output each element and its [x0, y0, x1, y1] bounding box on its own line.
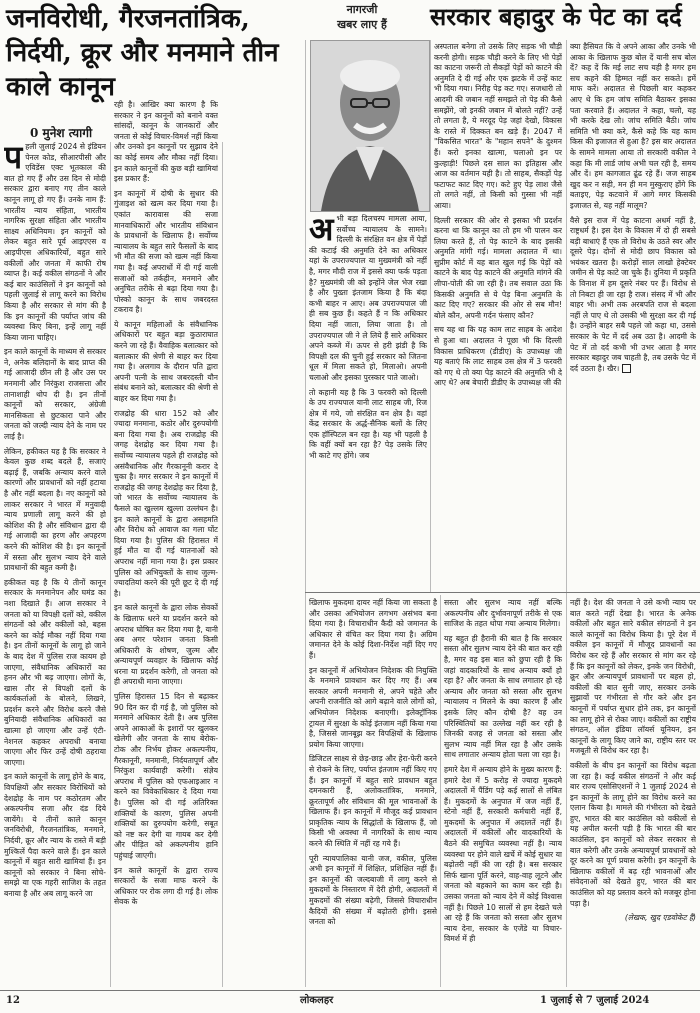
paragraph: इन कानूनों में अभियोजन निदेशक की नियुक्ति के मनमाने प्रावधान कर दिए गए हैं। अब सरकार अपनी मनमानी से, अपने चहेते और अपनी राजनीति को आगे बढ़ाने वाले लोगों को, अभियोजन निदेशक बनाएगी। इलेक्ट्रॉनिक ट्रायल में सुरक्षा के कोई इंतजाम नहीं किया गया है, जिससे जानबूझ कर विपक्षियों के खिलाफ प्रयोग किया जाएगा। [309, 665, 437, 749]
column-divider [430, 40, 431, 592]
column-kicker-sub: खबर लाए हैं [337, 18, 387, 31]
right-article-column-1 [309, 214, 427, 588]
paragraph: हली जुलाई 2024 से इंडियन पेनल कोड, सीआरपीसी और एविडेंस एक्ट भूतकाल की बात हो गए हैं और उस दिन से मोदी सरकार द्वारा बनाए गए तीन काले कानून लागू हो गए हैं। उनके नाम हैं: भारतीय न्याय संहिता, भारतीय नागरिक सुरक्षा संहिता और भारतीय साक्ष्य अधिनियम। इन कानूनों को लेकर बहुत सारे पूर्व आइएएस व आइपीएस अधिकारियों, बहुत सारे वकीलों और जनता में काफी रोष व्याप्त है। कई वकील संगठनों ने और कई बार काउंसिलों ने इन कानूनों को पहली जुलाई से लागू करने का विरोध किया है और सरकार से मांग की है कि इन कानूनों की पर्याप्त जांच की व्यवस्था किए बिना, इन्हें लागू नहीं किया जाना चाहिए। [4, 142, 106, 342]
right-article-headline: सरकार बहादुर के पेट का दर्द [430, 2, 682, 31]
credit-text: (लेखक, खुद एडवोकेट हैं) [624, 913, 696, 923]
paragraph-text: वैसे इस राज में पेड़ काटना अधर्म नहीं है, राष्ट्रधर्म है। इस देश के विकास में दो ही सबसे बड़ी बाधाएं हैं एक तो विरोध के उठते स्वर और दूसरे पेड़। दोनों से मोदी छाप विकास को भयंकर खतरा है। करोड़ों साल लाखो हेक्टेयर जमीन से पेड़ काटे जा चुके हैं। दुनिया में प्रकृति के विनाश में हम दूसरे नंबर पर हैं। विरोध से तो निबटा ही जा रहा है राज। संसद में भी और बाहर भी। अभी तक अरबपति राज से बदला नहीं ले पाए थे तो उसकी भी सुरक्षा कर दी गई है। उन्होंने बाहर सबै पहले जो कहा था, उससे सरकार के पेट में दर्द अब उठा है। आदमी के पेट में तो दर्द कभी भी उभर आता है मगर सरकार बहादुर जब चाहती है, तब उसके पेट में दर्द उठता है। खैर। [570, 215, 696, 373]
paragraph: नहीं है। देश की जनता ने उसे कभी न्याय पर बात करते नहीं देखा है। भारत के अनेक वकीलों और बहुत सारे वकील संगठनों ने इन काले कानूनों का विरोध किया है। पूरे देश में वकील इन कानूनों में मौजूद प्रावधानों का विरोध कर रहे हैं और सरकार से मांग कर रहे हैं कि इन कानूनों को लेकर, इनके जन विरोधी, क्रूर और अन्यायपूर्ण प्रावधानों पर बहस हो, वकीलों की बात सुनी जाए, सरकार उनके सुझावों पर गंभीरता से गौर करे और इन कानूनों में पर्याप्त सुधार होने तक, इन कानूनों का लागू होने से रोका जाए। वकीलों का राष्ट्रीय संगठन, ऑल इंडिया लॉयर्स यूनियन, इन कानूनों के लागू किए जाने का, राष्ट्रीय स्तर पर मजबूती से विरोध कर रहा है। [570, 598, 696, 756]
issue-date: 1 जुलाई से 7 जुलाई 2024 [540, 995, 650, 1006]
right-article-column-2 [434, 42, 562, 588]
paragraph: क्या हैसियत कि वे अपने आका और उनके भी आका के खिलाफ कुछ बोल दें यानी सच बोल दें? कह दें कि मई लाट सच यही है मगर हम सच कहने की हिम्मत नहीं कर सकते। हमें माफ करें। अदालत से पिछली बार कहकर आए थे कि हम जांच समिति बैठाकर इसका पता करवाते हैं। अदालत ने कहा, चलो, यह भी करके देख लो। जांच समिति बैठी। जांच समिति भी क्या करे, कैसे कहे कि यह काम किस की इजाजत से हुआ है? इस बार अदालत के सामने मामला आया तो सरकारी वकील ने कहा कि मी लार्ड जांच अभी चल रही है, समय और दें। हम कागजात ढूंढ रहे हैं। जज साहब खुद कर न सही, मन ही मन मुस्कुराए होंगे कि बताइए, पेड़ कटवाने में आगे मगर किसकी इजाजत से, यह नहीं मालूम? [570, 42, 696, 210]
right-article-column-3 [570, 42, 696, 588]
left-article-headline: जनविरोधी, गैरजनतांत्रिक, निर्दयी, क्रूर और मनमाने तीन काले कानून [6, 4, 279, 102]
column-divider [566, 40, 567, 987]
column-kicker-name: नागरजी [346, 3, 378, 16]
footer-rule [0, 990, 700, 991]
paragraph: सच यह था कि यह काम लाट साहब के आदेश से हुआ था। अदालत ने पूछा भी कि दिल्ली विकास प्राधिकरण (डीडीए) के उपाध्यक्ष जी यह बताएं कि लाट साहब उस क्षेत्र में 3 फरवरी को गए थे तो क्या पेड़ काटने की अनुमति भी दे आए थे? अब बेचारी डीडीए के उपाध्यक्ष जी की [434, 325, 562, 388]
column-divider [305, 40, 306, 987]
paragraph: पूरी न्यायपालिका यानी जज, वकील, पुलिस अभी इन कानूनों में शिक्षित, प्रशिक्षित नहीं हैं। इन कानूनों की जल्दबाजी में लागू करने से मुकदमों के निस्तारण में देरी होगी, अदालतों में मुकदमों की संख्या बढ़ेगी, जिससे विचाराधीन कैदियों की संख्या में बढ़ोतरी होगी। इससे जनता को [309, 853, 437, 927]
paragraph: हमारे देश में अन्याय होने के मुख्य कारण हैं: हमारे देश में 5 करोड़ से ज्यादा मुकदमे अदालतों में पैंडिंग पड़े कई सालों से लंबित हैं। मुकदमों के अनुपात में जज नहीं हैं, स्टेनो नहीं हैं, सरकारी कर्मचारी नहीं हैं, मुकदमों के अनुपात में अदालतें नहीं हैं। अदालतों में वकीलों और वादकारियों के बैठने की समुचित व्यवस्था नहीं है। न्याय व्यवस्था पर होने वाले खर्चे में कोई सुधार या बढ़ोतरी नहीं की जा रही है। बस सरकार सिर्फ खाना पूर्ति करने, वाह-वाह लूटने और जनता को बहकाने का काम कर रही है। उसका जनता को न्याय देने में कोई विश्वास नहीं है। पिछले 10 सालों से हम देखते चले आ रहे हैं कि जनता को सस्ता और सुलभ न्याय देना, सरकार के एजेंडे या विचार-विमर्श में ही [444, 764, 562, 944]
paragraph: खिलाफ मुकदमा दायर नहीं किया जा सकता है और उसका अभियोजन लगभग असंभव बना दिया गया है। विचाराधीन कैदी को जमानत के अधिकार से वंचित कर दिया गया है। अग्रिम जमानत देने के कोई दिशा-निर्देश नहीं दिए गए हैं। [309, 598, 437, 660]
left-article-column-5 [570, 598, 696, 990]
left-article-column-4 [444, 598, 562, 990]
page-number: 12 [6, 995, 20, 1006]
paragraph: हकीकत यह है कि ये तीनों कानून सरकार के मनमानेपन और घमंड का नशा दिखाते हैं। आज सरकार ने जनता को या विपक्षी दलों को, वकील संगठनों को और वकीलों को, बहस करने का कोई मौका नहीं दिया गया है। इन तीनों कानूनों के लागू हो जाने के बाद देश में पुलिस राज कायम हो जाएगा, संवैधानिक अधिकारों का हनन और भी बढ़ जाएगा। लोगों के, खास तौर से विपक्षी दलों के कार्यकर्ताओं के बोलने, लिखने, प्रदर्शन करने और विरोध करने जैसे बुनियादी संवैधानिक अधिकारों का खात्मा हो जाएगा और उन्हें एंटी-नेशनल कहकर अपराधी बनाया जाएगा और फिर उन्हें दोषी ठहराया जाएगा। [4, 577, 106, 767]
paragraph: राजद्रोह की धारा 152 को और ज्यादा मनमाना, कठोर और दुरुपयोगी बना दिया गया है। अब राजद्रोह की जगह देशद्रोह कर दिया गया है। सर्वोच्च न्यायालय पहले ही राजद्रोह को असंवैधानिक और गैरकानूनी करार दे चुका है। मगर सरकार ने इन कानूनों में राजद्रोह की जगह देशद्रोह कर दिया है, जो भारत के सर्वोच्च न्यायालय के फैसले का खुल्लम खुल्ला उल्लंघन है। इन काले कानूनों के द्वारा असहमति और विरोध को आवाज का गला घोंट दिया गया है। पुलिस की हिरासत में हुई मौत या दी गई यातनाओं को अपराध नहीं माना गया है। इस प्रकार पुलिस को अभियुक्तों के साथ जुल्म-ज्यादतियां करने की पूरी छूट दे दी गई है। [114, 408, 218, 598]
author-credit [570, 913, 696, 924]
column-divider [440, 595, 441, 987]
paragraph: लेकिन, हकीकत यह है कि सरकार ने केवल कुछ शब्द बदले हैं, सजाएं बढ़ाई हैं, जबकि अन्याय करने वाले कारणों और प्रावधानों को नहीं हटाया है और नहीं बदला है। नए कानूनों को लाकर सरकार ने भारत में मनुवादी न्याय प्रणाली लागू करने की हो कोशिश की है और संविधान द्वारा दी गई आजादी का हरण और अपहरण करने की कोशिश की है। इन कानूनों में सस्ता और सुलभ न्याय देने वाले प्रावधानों की बहुत कमी है। [4, 446, 106, 573]
left-article-column-1 [4, 142, 106, 990]
paragraph: ये कानून महिलाओं के संवैधानिक अधिकारों पर बहुत बड़ा कुठाराघात करने जा रहे हैं। वैवाहिक बलात्कार को बलात्कार की श्रेणी से बाहर कर दिया गया है। अलगाव के दौरान पति द्वारा अपनी पत्नी के साथ जबरदस्ती यौन संबंध बनाने को, बलात्कार की श्रेणी से बाहर कर दिया गया है। [114, 319, 218, 404]
dropcap: प [4, 142, 23, 176]
paragraph: इन काले कानूनों के लागू होने के बाद, विपक्षियों और सरकार विरोधियों को देशद्रोह के नाम पर कठोरतम और अकल्पनीय सजा और दंड दिये जायेंगे। ये तीनों काले कानून जनविरोधी, गैरजनतांत्रिक, मनमाने, निर्दयी, क्रूर और न्याय के रास्ते में बड़ी मुश्किलें पैदा करने वाले हैं। इन काले कानूनों में बहुत सारी खामियां हैं। इन कानूनों को सरकार ने बिना सोचे-समझे या एक गहरी साजिश के तहत बनाया है और अब लागू करने जा [4, 772, 106, 898]
author-photo [310, 40, 430, 212]
paragraph: तो कहानी यह है कि 3 फरवरी को दिल्ली के उप राज्यपाल यानी लाट साहब जी, रिज क्षेत्र में गये, जो संरक्षित वन क्षेत्र है। वहां केंद्र सरकार के अर्द्ध-सैनिक बलों के लिए एक हॉस्पिटल बन रहा है। यह भी पहली है कि वहीं क्यों बन रहा है? पेड़ उसके लिए भी काटे गए होंगे। जब [309, 387, 427, 461]
dropcap: अ [309, 214, 334, 248]
publication-name: लोकलहर [300, 995, 334, 1006]
column-kicker [298, 2, 426, 32]
author-portrait-icon [311, 41, 429, 211]
paragraph: इन काले कानूनों के द्वारा लोक सेवकों के खिलाफ धरने या प्रदर्शन करने को अपराध घोषित कर दिया गया है, यानी अब अगर परेशान जनता किसी अधिकारी के शोषण, जुल्म और अन्यायपूर्ण व्यवहार के खिलाफ कोई धरना या प्रदर्शन करेगी, तो जनता को ही अपराधी माना जाएगा। [114, 603, 218, 687]
column-divider [110, 142, 111, 987]
left-article-column-2 [114, 100, 218, 990]
paragraph: अस्पताल बनेगा तो उसके लिए सड़क भी चौड़ी करनी होगी। सड़क चौड़ी करने के लिए भी पेड़ों का काटना जरूरी तो सैकड़ों पेड़ों को काटने की अनुमति दे दी गई और एक झटके में उन्हें काट भी दिया गया। निरीह पेड़ कट गए। सजधारी तो आदमी की जबान नहीं समझते तो पेड़ की कैसे समझेंगे, जो इनकी जबान में बोलते नहीं? उन्हें तो लगता है, ये मरदूद पेड़ जहां देखो, विकास के रास्ते में दिक्कत बन खड़े हैं। 2047 में "विकसित भारत" के "महान सपने" के दुश्मन हैं। करो इनका खात्मा, चलाओ इन पर कुल्हाड़ी! पिछले दस साल का इतिहास और आज का वर्तमान यही है। तो साहब, सैकड़ों पेड़ फटाफट काट दिए गए। कटे हुए पेड़ लाश जैसे तो लगते नहीं, तो किसी को गुस्सा भी नहीं आया। [434, 42, 562, 210]
end-mark-icon [622, 364, 631, 373]
paragraph: इन कानूनों में दोषी के सुधार की गुंजाइश को खत्म कर दिया गया है। एकांत कारावास की सजा मानवाधिकारों और भारतीय संविधान के प्रावधानों के खिलाफ है। सर्वोच्च न्यायालय के बहुत सारे फैसलों के बाद भी मौत की सजा को खत्म नहीं किया गया है। कई अपराधों में दी गई वाली सजाओं को तर्कहीन, मनमाने और अनुचित तरीके से बढ़ा दिया गया है। पोस्को कानून के साथ जबरदस्त टकराव है। [114, 188, 218, 315]
paragraph: वकीलों के बीच इन कानूनों का विरोध बढ़ता जा रहा है। कई वकील संगठनों ने और कई बार राज्य एसोसिएशनों ने 1 जुलाई 2024 से इन कानूनों के लागू होने का विरोध करने का एलान किया है। मामले की गंभीरता को देखते हुए, भारत की बार काउंसिल को वकीलों से यह अपील करनी पड़ी है कि भारत की बार काउंसिल, इन कानूनों को लेकर सरकार से बात करेगी और उनके अन्यायपूर्ण प्रावधानों को दूर करने का पूर्ण प्रयास करेगी। इन कानूनों के खिलाफ वकीलों में बढ़ रही भावनाओं और संवेदनाओं को देखते हुए, भारत की बार काउंसिल को यह प्रस्ताव करने को मजबूर होना पड़ा है। [570, 760, 696, 908]
paragraph: इन काले कानूनों के द्वारा राज्य सरकारों के सजा माफ करने के अधिकार पर रोक लगा दी गई है। लोक सेवक के [114, 865, 218, 907]
paragraph: सस्ता और सुलभ न्याय नहीं बल्कि अकल्पनीय और दुर्भावनापूर्ण तरीके से एक साजिश के तहत थोपा गया अन्याय मिलेगा। [444, 598, 562, 629]
paragraph: पुलिस हिरासत 15 दिन से बढ़ाकर 90 दिन कर दी गई है, जो पुलिस को मनमाने अधिकार देती है। अब पुलिस अपने आकाओं के इशारों पर खुलकर खेलेगी और जनता के साथ बेरोक-टोक और निर्भय होकर अकल्पनीय, गैरकानूनी, मनमानी, निर्दयतापूर्ण और निरंकुश कार्यवाही करेगी। संज्ञेय अपराध में पुलिस को एफआइआर न करने का विवेकाधिकार दे दिया गया है। पुलिस को दी गई अतिरिक्त शक्तियों के कारण, पुलिस अपनी शक्तियों का दुरुपयोग करेगी, सबूत को नष्ट कर देगी या गायब कर देगी और पीड़ित को अकल्पनीय हानि पहुंचाई जाएगी। [114, 692, 218, 860]
paragraph: भी बड़ा दिलचस्प मामला आया, सर्वोच्च न्यायालय के सामने। दिल्ली के संरक्षित वन क्षेत्र में पेड़ों की कटाई की अनुमति देने का अधिकार यहां के उपराज्यपाल या मुख्यमंत्री को नहीं है, मगर मौदी राज में इससे क्या फर्क पड़ता है? मुख्यमंत्री जी को इन्होंने जेल भेज रखा है और पुख्ता इंतजाम किया है कि बंदा कभी बाहर न आए। अब उपराज्यपाल जी ही सब कुछ हैं। कहते हैं न कि अधिकार दिया नहीं जाता, लिया जाता है। तो उपराज्यपाल जी ने ले लिये हैं सारे अधिकार अपने कब्जे में। ऊपर से हरी झंडी है कि विपक्षी दल की चुनी हुई सरकार को जितना धूल में मिला सकते हो, मिलाओ। अपनी चलाओ और इसका पुरस्कार पाते जाओ। [309, 214, 427, 382]
column-divider [222, 142, 223, 987]
paragraph: दिल्ली सरकार की ओर से इसका भी प्रदर्शन करना था कि कानून का तो हम भी पालन कर लिया करते हैं, तो पेड़ काटने के बाद इसकी अनुमति मांगी गई। मामला अदालत में था। सुप्रीम कोर्ट में यह बात खुल गई कि पेड़ों को काटने के बाद पेड़ काटने की अनुमति मांगने की लीपा-पोती की जा रही है। तब सवाल उठा कि किसकी अनुमति से ये पेड़ बिना अनुमति के काट दिए गए? सरकार की ओर से सब मौन! बोले कौन, अपनी गर्दन फंसाए कौन? [434, 215, 562, 320]
paragraph: डिजिटल साक्ष्य से छेड़-छाड़ और हेरा-फेरी करने से रोकने के लिए, पर्याप्त इंतजाम नहीं किए गए हैं। इन कानूनों में बहुत सारे प्रावधान बहुत दमनकारी हैं, अलोकतांत्रिक, मनमाने, क्रूरतापूर्ण और संविधान की मूल भावनाओं के खिलाफ हैं। इन कानूनों में मौजूद कई प्रावधान प्राकृतिक न्याय के सिद्धांतों के खिलाफ हैं, जो किसी भी अवस्था में नागरिकों के साथ न्याय करने की स्थिति में नहीं रह गये हैं। [309, 754, 437, 849]
paragraph [570, 216, 696, 375]
paragraph: रही है। आखिर क्या कारण है कि सरकार ने इन कानूनों को बनाने वक्त सांसदों, कानून के जानकारों और जनता से कोई विचार-विमर्श नहीं किया और उनको इन कानूनों पर सुझाव देने का कोई समय और मौका नहीं दिया। इन काले कानूनों की कुछ बड़ी खामियां इस प्रकार हैं: [114, 100, 218, 184]
left-article-column-3 [309, 598, 437, 990]
section-divider [305, 592, 700, 593]
byline: 0 मुनेश त्यागी [30, 126, 93, 140]
paragraph: इन काले कानूनों के माध्यम से सरकार ने, अनेक बलिदानों के बाद प्राप्त की गई आजादी छीन ली है और उस पर मनमानी और निरंकुश राजसत्ता और तानाशाही थोप दी है। इन तीनों कानूनों को सरकार, अंग्रेजी मानसिकता से छुटकारा पाने और जनता को जल्दी न्याय देने के नाम पर लाई है। [4, 347, 106, 442]
paragraph: यह बहुत ही हैरानी की बात है कि सरकार सस्ता और सुलभ न्याय देने की बात कर रही है, मगर वह इस बात को छुपा रही है कि जहां वादकारियों के साथ अन्याय क्यों हो रहा है? और जनता के साथ लगातार हो रहे अन्याय और जनता को सस्ता और सुलभ न्यायालय न मिलने के क्या कारण हैं और इसके लिए कौन दोषी है? वह उन परिस्थितियों का उल्लेख नहीं कर रही है जिनकी वजह से जनता को सस्ता और सुलभ न्याय नहीं मिल रहा है और उसके साथ लगातार अन्याय होता चला जा रहा है। [444, 633, 562, 760]
